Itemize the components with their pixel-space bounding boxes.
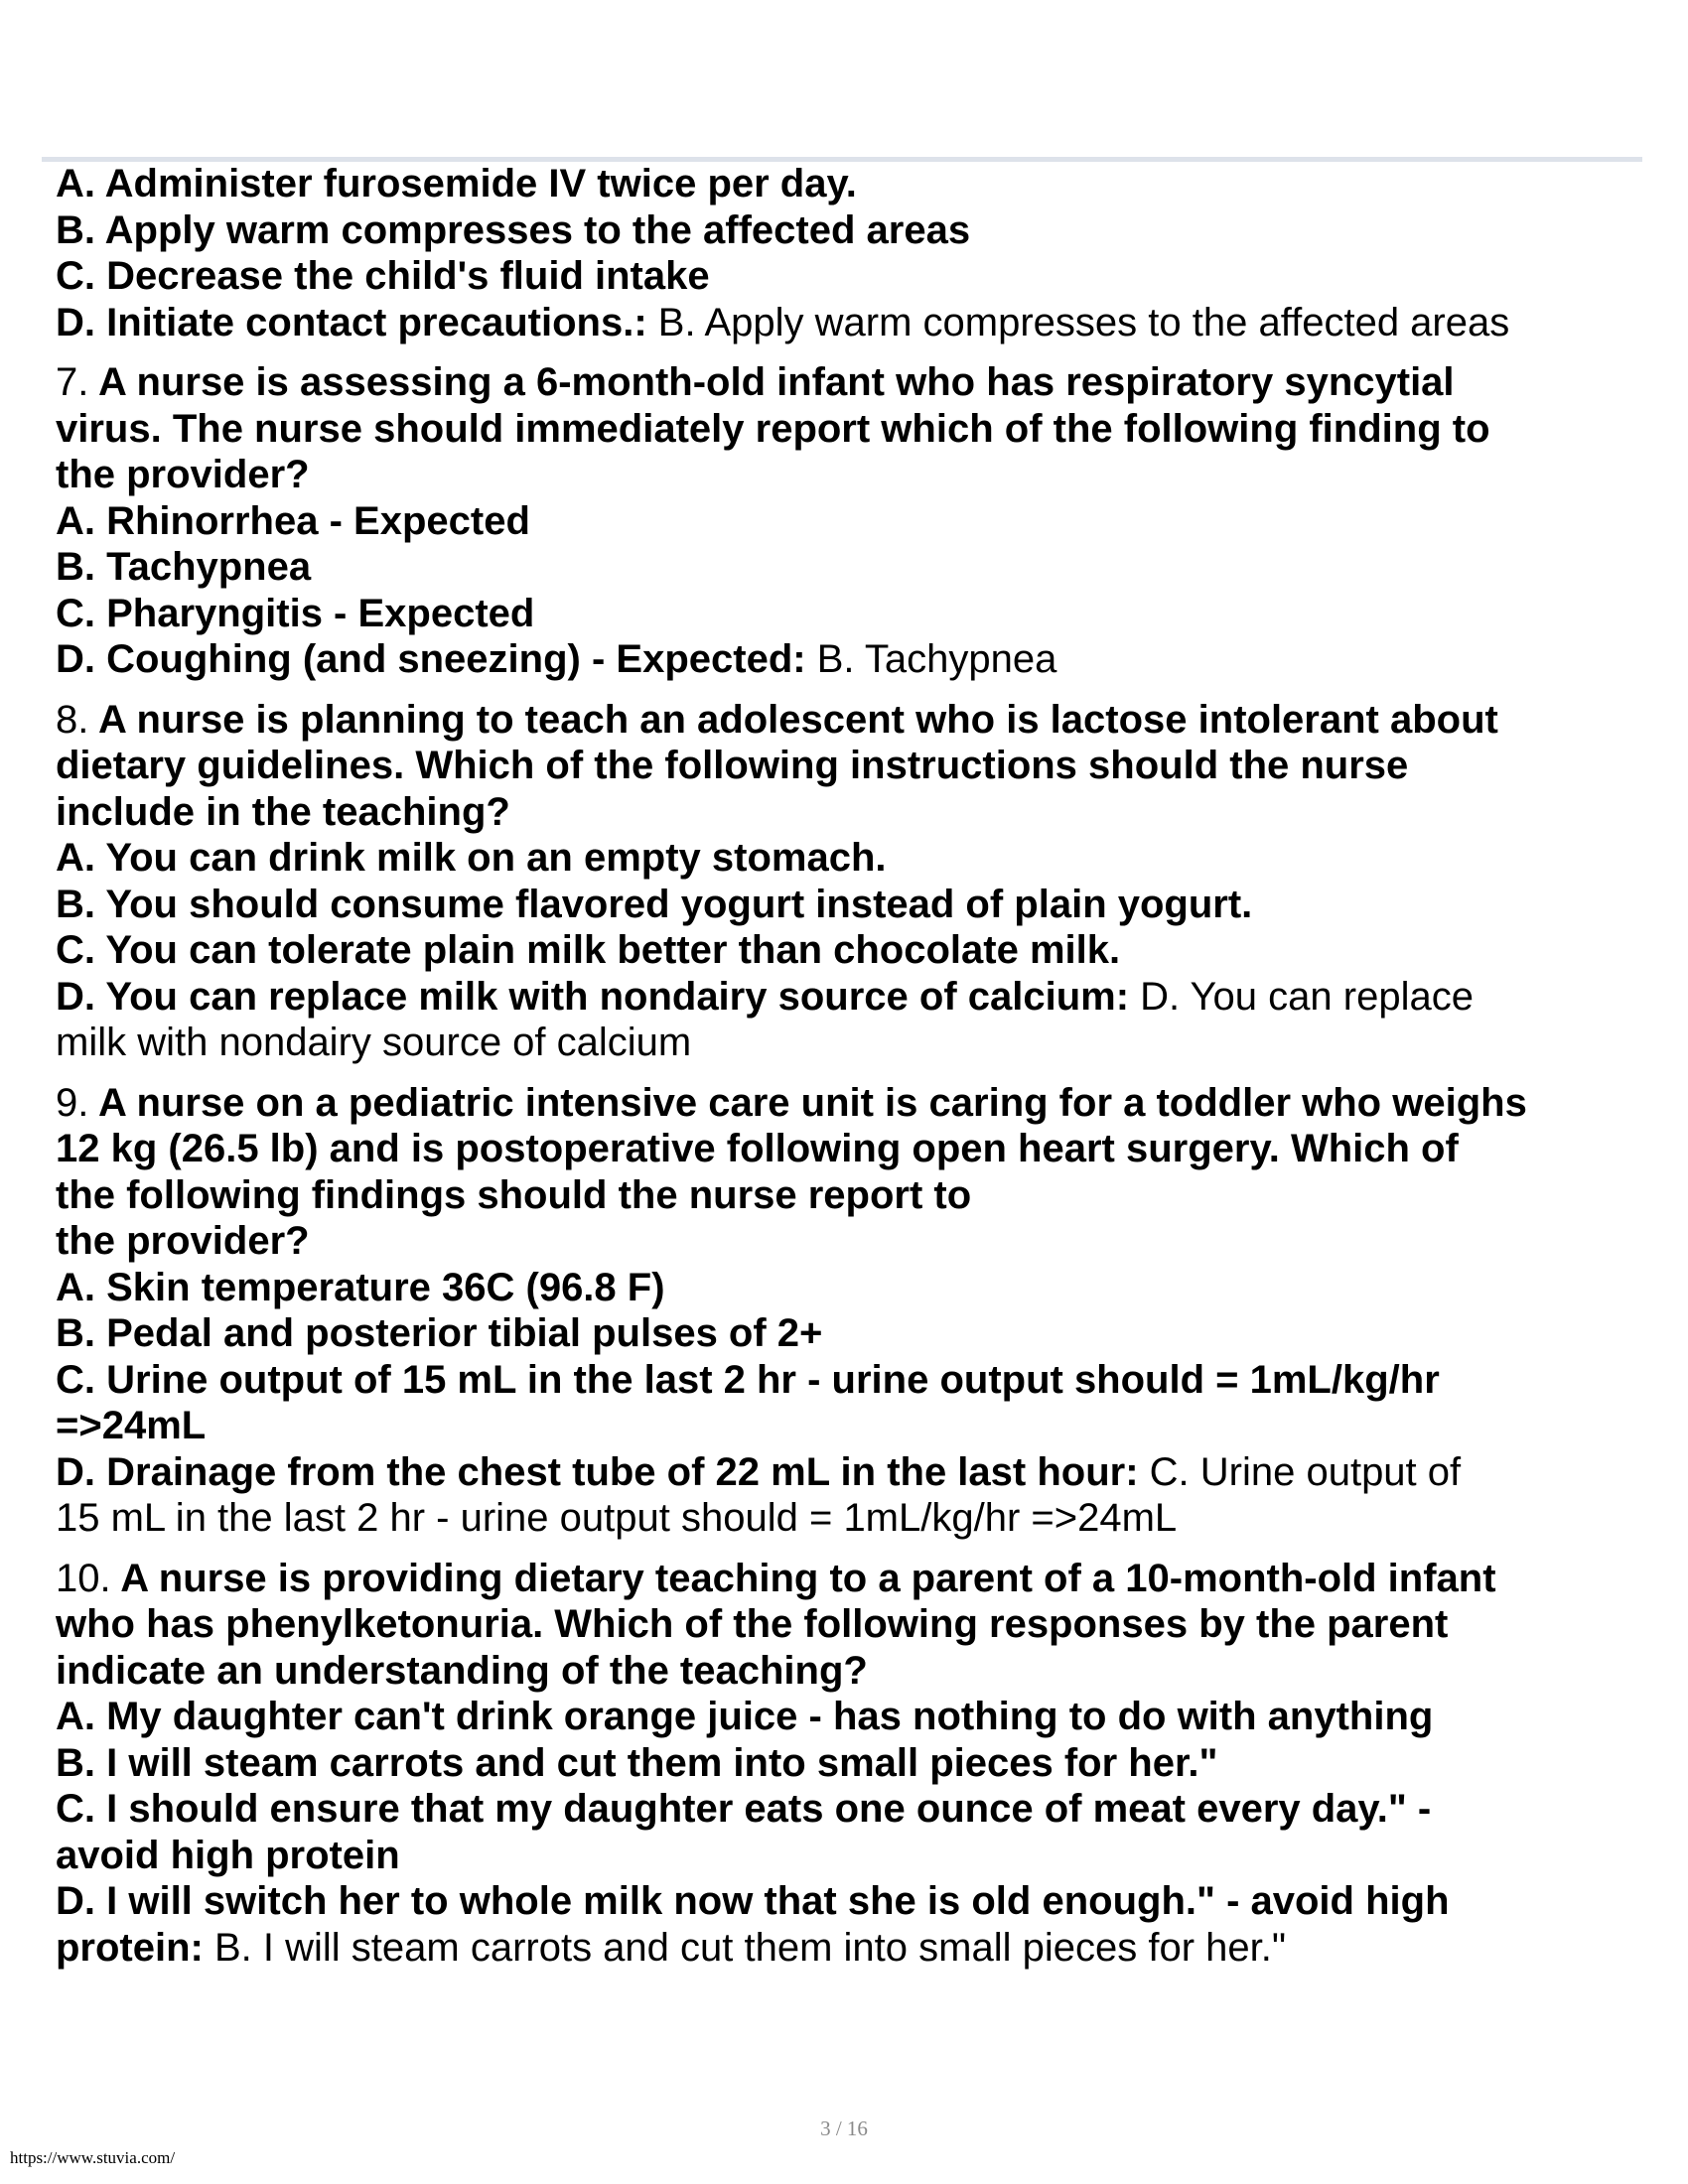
q8-stem-line-1 xyxy=(56,697,1644,744)
q9-answer-continued: 15 mL in the last 2 hr - urine output should = 1mL/kg/hr =>24mL xyxy=(56,1496,1178,1540)
page-number: 3 / 16 xyxy=(820,2116,868,2140)
question-8-block xyxy=(56,697,1644,1066)
document-content xyxy=(56,161,1644,1984)
q9-option-a: A. Skin temperature 36C (96.8 F) xyxy=(56,1265,665,1309)
q8-option-a: A. You can drink milk on an empty stomach. xyxy=(56,836,887,880)
q8-option-d-line xyxy=(56,974,1644,1021)
q9-stem-4: the provider? xyxy=(56,1219,310,1263)
q9-number: 9. xyxy=(56,1080,89,1125)
q9-stem-line-1 xyxy=(56,1080,1644,1127)
q7-stem-line-1 xyxy=(56,359,1644,406)
q10-option-d-line xyxy=(56,1925,1644,1972)
q7-number: 7. xyxy=(56,360,89,404)
q10-option-c-continued: avoid high protein xyxy=(56,1833,400,1877)
q7-option-b: B. Tachypnea xyxy=(56,545,312,589)
q10-option-c: C. I should ensure that my daughter eats one ounce of meat every day." - xyxy=(56,1787,1432,1831)
q10-stem-3: indicate an understanding of the teaching? xyxy=(56,1648,868,1693)
q8-stem-2: dietary guidelines. Which of the following instructions should the nurse xyxy=(56,744,1409,787)
q6-answer: B. Apply warm compresses to the affected areas xyxy=(646,300,1510,344)
q10-option-b: B. I will steam carrots and cut them into small pieces for her." xyxy=(56,1740,1218,1785)
q8-answer-continued: milk with nondairy source of calcium xyxy=(56,1021,692,1064)
q9-option-b: B. Pedal and posterior tibial pulses of 2+ xyxy=(56,1311,823,1355)
q7-option-a: A. Rhinorrhea - Expected xyxy=(56,498,530,543)
q7-answer: B. Tachypnea xyxy=(805,637,1057,681)
q8-stem-3: include in the teaching? xyxy=(56,789,510,834)
q8-number: 8. xyxy=(56,697,89,742)
q8-option-b: B. You should consume flavored yogurt instead of plain yogurt. xyxy=(56,882,1253,926)
question-10-block xyxy=(56,1556,1644,1972)
q6-option-d: D. Initiate contact precautions.: xyxy=(56,300,647,344)
q7-stem-2: virus. The nurse should immediately report which of the following finding to xyxy=(56,406,1490,451)
footer-url[interactable]: https://www.stuvia.com/ xyxy=(10,2148,176,2167)
q8-option-d: D. You can replace milk with nondairy source of calcium: xyxy=(56,974,1130,1019)
q6-option-c: C. Decrease the child's fluid intake xyxy=(56,254,710,298)
question-6-block xyxy=(56,161,1644,345)
q6-option-d-line xyxy=(56,300,1644,346)
q9-stem-1: A nurse on a pediatric intensive care unit is caring for a toddler who weighs xyxy=(88,1080,1527,1125)
q9-option-d-line xyxy=(56,1449,1644,1496)
q6-option-a: A. Administer furosemide IV twice per day. xyxy=(56,162,857,205)
question-9-block xyxy=(56,1080,1644,1542)
q9-option-c-continued: =>24mL xyxy=(56,1404,207,1447)
q10-option-d: D. I will switch her to whole milk now that she is old enough." - avoid high xyxy=(56,1879,1450,1923)
q8-answer: D. You can replace xyxy=(1129,974,1474,1019)
question-7-block xyxy=(56,359,1644,683)
q10-number: 10. xyxy=(56,1556,111,1600)
q7-option-d: D. Coughing (and sneezing) - Expected: xyxy=(56,637,806,681)
q7-option-d-line xyxy=(56,636,1644,683)
q7-option-c: C. Pharyngitis - Expected xyxy=(56,591,535,635)
q10-answer: B. I will steam carrots and cut them into small pieces for her." xyxy=(203,1925,1287,1970)
q10-option-a: A. My daughter can't drink orange juice - has nothing to do with anything xyxy=(56,1695,1434,1738)
q9-stem-3: the following findings should the nurse report to xyxy=(56,1172,972,1217)
q10-stem-line-1 xyxy=(56,1556,1644,1602)
q9-option-c: C. Urine output of 15 mL in the last 2 hr - urine output should = 1mL/kg/hr xyxy=(56,1357,1440,1402)
q8-stem-1: A nurse is planning to teach an adolescent who is lactose intolerant about xyxy=(88,697,1498,742)
q8-option-c: C. You can tolerate plain milk better than chocolate milk. xyxy=(56,928,1121,972)
q9-option-d: D. Drainage from the chest tube of 22 mL in the last hour: xyxy=(56,1449,1139,1494)
q10-stem-1: A nurse is providing dietary teaching to a parent of a 10-month-old infant xyxy=(110,1556,1496,1600)
q7-stem-1: A nurse is assessing a 6-month-old infant who has respiratory syncytial xyxy=(88,360,1455,404)
q10-stem-2: who has phenylketonuria. Which of the following responses by the parent xyxy=(56,1602,1449,1646)
q9-stem-2: 12 kg (26.5 lb) and is postoperative following open heart surgery. Which of xyxy=(56,1127,1459,1170)
q7-stem-3: the provider? xyxy=(56,453,310,496)
q9-answer: C. Urine output of xyxy=(1138,1449,1462,1494)
q6-option-b: B. Apply warm compresses to the affected areas xyxy=(56,207,971,252)
q10-option-d-end: protein: xyxy=(56,1925,204,1970)
